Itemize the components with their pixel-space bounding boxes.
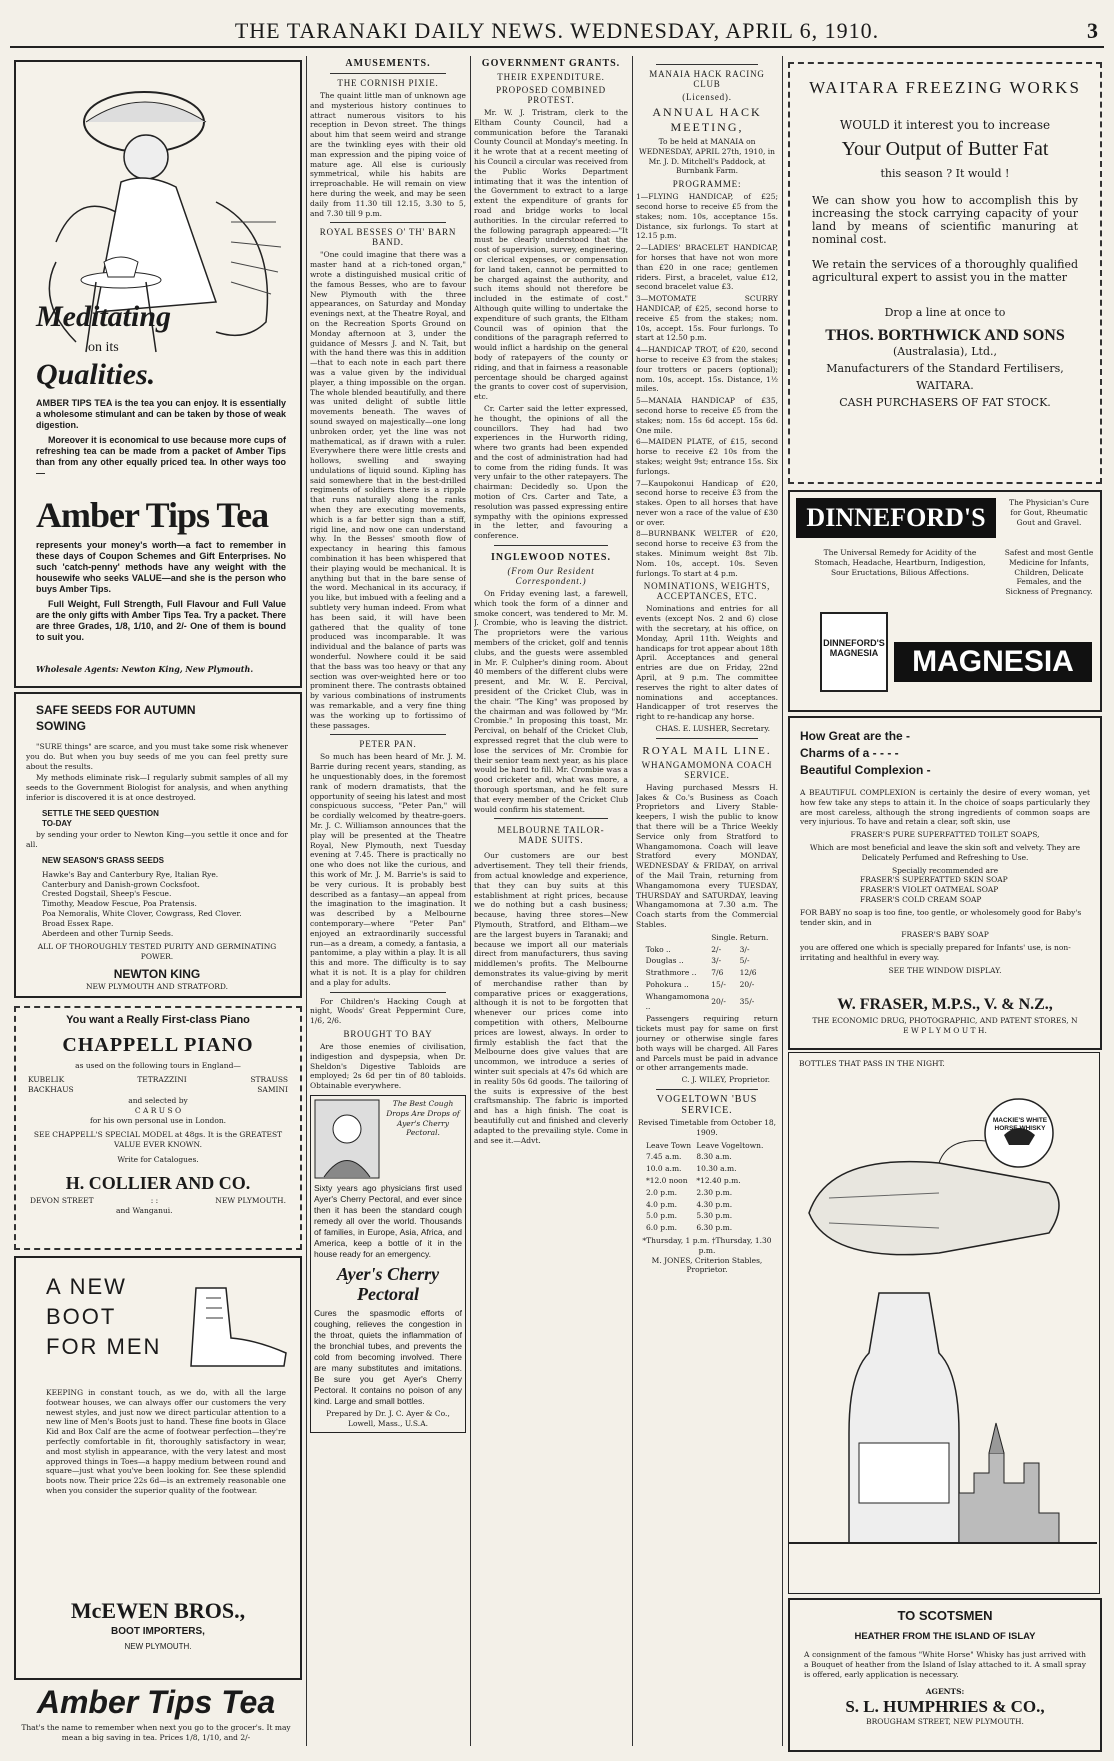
fares-table bbox=[645, 932, 770, 1013]
waitara-line-3: this season ? It would ! bbox=[880, 167, 1010, 180]
race-event: 6—MAIDEN PLATE, of £15, second horse to receive £2 10s from the stakes; weight 9st; entrance 15s. Six furlongs. bbox=[636, 437, 778, 476]
vogeltown-proprietor: M. JONES, Criterion Stables, Proprietor. bbox=[651, 1255, 763, 1275]
inglewood-title: INGLEWOOD NOTES. bbox=[491, 552, 611, 564]
amusements-column bbox=[310, 56, 466, 1746]
fare-return: 20/- bbox=[739, 979, 755, 989]
piano-selected-by: and selected by bbox=[128, 1096, 188, 1106]
fraser-beneficial: Which are most beneficial and leave the skin soft and velvety. They are Delicately Perfumed and Refreshing to Use. bbox=[809, 842, 1081, 862]
brought-to-bay-text: Are those enemies of civilisation, indigestion and dyspepsia, when Dr. Sheldon's Digestive Tabloids are employed; 2s 6d per tin of 80 tabloids. Obtainable everywhere. bbox=[310, 1041, 466, 1091]
white-horse-whisky-ad bbox=[788, 1052, 1100, 1594]
manaia-licensed: (Licensed). bbox=[682, 92, 732, 102]
melbourne-text: Our customers are our best advertisement. They tell their friends, from actual knowledge and experience, that they can buy suits at this establishment at right prices, because we do nothing but a cash business; because, having three stores—New Plymouth, Stratford, and Eltham—we are the largest buyers in Taranaki; and because we import all our materials direct from manufacturers, thus saving middlemen's profits. The Melbourne demonstrates its value-giving by merit of merchandise rather than by comparative prices or exaggerations, although it is not to be forgotten that whenever our prices come into competition with others, Melbourne prices are lowest, always. In order to firmly establish the fact that the Melbourne does give values that are uncommon, we introduce a series of winter suit specials at 47s 6d which are in reality 50s 6d goods. The tailoring of the suits is expressive of the best craftsmanship. The fabric is imported and has a high finish. The coat is beautifully cut and finished and cleverly adapted to the prevailing style. Come in and see it.—Advt. bbox=[474, 851, 628, 1145]
mcewen-firm: McEWEN BROS., bbox=[70, 1598, 246, 1623]
leave-vogeltown: 4.30 p.m. bbox=[696, 1199, 733, 1209]
column-rule bbox=[306, 56, 307, 1746]
leave-vogeltown: 2.30 p.m. bbox=[696, 1187, 733, 1197]
grants-subtitle-2: PROPOSED COMBINED PROTEST. bbox=[496, 85, 606, 105]
collier-wanganui: and Wanganui. bbox=[116, 1205, 173, 1215]
table-row bbox=[645, 967, 770, 979]
collier-street: DEVON STREET bbox=[30, 1196, 94, 1206]
column-rule bbox=[470, 56, 471, 1746]
leave-town: 4.0 p.m. bbox=[646, 1199, 677, 1209]
cough-notice: For Children's Hacking Cough at night, Woods' Great Peppermint Cure, 1/6, 2/6. bbox=[310, 996, 466, 1026]
waitara-title: WAITARA FREEZING WORKS bbox=[809, 78, 1081, 97]
race-event: 3—MOTOMATE SCURRY HANDICAP, of £25, second horse to receive £5 from the stakes; nom. 10s, accept. 15s. Four furlongs. To start at 12.50 p.m. bbox=[636, 294, 778, 343]
fare-stop: Douglas .. bbox=[645, 956, 684, 966]
fraser-name: W. FRASER, M.P.S., V. & N.Z., bbox=[837, 996, 1053, 1013]
mcewen-importers: BOOT IMPORTERS, bbox=[111, 1626, 205, 1637]
manaia-club-heading: MANAIA HACK RACING CLUB bbox=[649, 69, 765, 89]
grants-text-2: Cr. Carter said the letter expressed, he thought, the opinions of all the councillors. They had had two experiences in the Hurworth riding, where two grants had been expended and the cost of administration had had to come from the riding funds. It was very unfair to the other ratepayers. The chairman: Decidedly so. Upon the motion of Crs. Carter and Tate, a resolution was passed expressing entire sympathy with the opinions expressed in the letter, and favouring a conference. bbox=[474, 403, 628, 541]
newton-king-place: NEW PLYMOUTH AND STRATFORD. bbox=[85, 981, 228, 991]
inglewood-text: On Friday evening last, a farewell, which took the form of a dinner and smoke concert, was tendered to Mr. M. J. Crombie, who is leaving the district. The proprietors were the various members of the cricket, golf and tennis clubs, and the guests were assembled in Mr. F. Culpher's dining room. About 40 members of the different clubs were present, and Mr. W. E. Percival, president of the Cricket Club, was in the chair. "The King" was proposed by the chairman and was followed by "Mr. Crombie." In proposing this toast, Mr. Percival, on behalf of the Cricket Club, expressed regret that the club were to lose the services of Mr. Crombie for their senior team next year, as his place would be hard to fill. Mr. Crombie was a good cricketer and, what was more, a thorough sportsman, and he felt sure that every member of the Cricket Club would confirm his statement. bbox=[474, 589, 628, 814]
mcewen-place: NEW PLYMOUTH. bbox=[124, 1642, 192, 1651]
large-bottle-icon bbox=[849, 1293, 959, 1543]
nominations-heading: NOMINATIONS, WEIGHTS, ACCEPTANCES, ETC. bbox=[643, 581, 771, 602]
annual-meeting-heading: ANNUAL HACK MEETING, bbox=[652, 105, 762, 134]
performer-name: BACKHAUS bbox=[28, 1084, 74, 1094]
fares-header-row bbox=[645, 932, 770, 944]
leave-vogeltown: *12.40 p.m. bbox=[696, 1175, 741, 1185]
borthwick-sub: (Australasia), Ltd., bbox=[892, 345, 998, 358]
cornish-heading: THE CORNISH PIXIE. bbox=[337, 78, 439, 88]
whangamomona-heading: WHANGAMOMONA COACH SERVICE. bbox=[641, 759, 773, 780]
boot-body: KEEPING in constant touch, as we do, with all the large footwear houses, we can always offer our customers the very newest styles, and just now we direct particular attention to a new line of Men's Boots just to hand. These fine boots in Glace Kid and Box Calf are the acme of footwear perfection—they're perfectly comfortable in fit, thoroughly satisfactory in wear, and most stylish in appearance, with the very latest and most approved things in Toes—a happy medium between round and square—just what you've been looking for. See these splendid boots now. Their price 22s 6d—is an extremely reasonable one when you consider the superior quality of the footwear. bbox=[46, 1388, 286, 1495]
boot-headline-3: FOR MEN bbox=[46, 1334, 162, 1359]
fare-return: 3/- bbox=[739, 944, 750, 954]
fraser-baby: FOR BABY no soap is too fine, too gentle, or wholesomely good for Baby's tender skin, and in bbox=[800, 907, 1082, 927]
race-event: 1—FLYING HANDICAP, of £25; second horse to receive £5 from the stakes; nom. 10s, acceptance 15s. Distance, six furlongs. To start at 12.15 p.m. bbox=[636, 192, 778, 241]
seeds-p1: "SURE things" are scarce, and you must take some risk whenever you do. But when you buy seeds of me you can feel pretty sure about the results. bbox=[26, 742, 288, 771]
column-rule bbox=[782, 56, 783, 1746]
race-event: 5—MANAIA HANDICAP of £35, second horse to receive £5 from the stakes; nom. 15s 6d accept. 15s 6d. One mile. bbox=[636, 396, 778, 435]
seeds-title: SAFE SEEDS FOR AUTUMN SOWING bbox=[36, 703, 196, 733]
borthwick-stock: CASH PURCHASERS OF FAT STOCK. bbox=[839, 396, 1051, 409]
chappell-piano-brand: CHAPPELL PIANO bbox=[62, 1034, 254, 1056]
piano-caruso: C A R U S O bbox=[134, 1106, 182, 1116]
page-number: 3 bbox=[1087, 18, 1098, 43]
amber-body-4: Full Weight, Full Strength, Full Flavour and Full Value are the only gifts with Amber Tips Tea. Try a packet. There are three Grades, 1/8, 1/10, and 2/- One of them is bound to suit you. bbox=[36, 599, 286, 642]
magnesia-banner: MAGNESIA bbox=[894, 642, 1092, 682]
race-event: 8—BURNBANK WELTER of £20, second horse to receive £3 from the stakes. Minimum weight 8st 7lb. Nom. 10s, accept. 10s. Seven furlongs. To start at 4 p.m. bbox=[636, 529, 778, 578]
collier-town: NEW PLYMOUTH. bbox=[215, 1196, 286, 1206]
fare-single: 15/- bbox=[711, 979, 726, 989]
seeds-list-item: Poa Nemoralis, White Clover, Cowgrass, Red Clover. bbox=[42, 908, 242, 918]
vogeltown-heading: VOGELTOWN 'BUS SERVICE. bbox=[656, 1093, 758, 1116]
borthwick-place: WAITARA. bbox=[916, 379, 974, 392]
fraser-text: A BEAUTIFUL COMPLEXION is certainly the desire of every woman, yet how few take any steps to attain it. In the choice of soaps particularly they are most careless, although the strong ingredients of common soaps are very injurious. To have and retain a clear, soft skin, use bbox=[800, 788, 1090, 827]
fares-header-cell: Return. bbox=[739, 932, 769, 942]
seeds-list-item: Aberdeen and other Turnip Seeds. bbox=[42, 928, 174, 938]
fraser-complexion-ad bbox=[788, 716, 1102, 1050]
piano-write: Write for Catalogues. bbox=[117, 1155, 199, 1165]
secretary-signature: CHAS. E. LUSHER, Secretary. bbox=[655, 724, 770, 734]
table-row bbox=[645, 1187, 769, 1199]
leave-town: 2.0 p.m. bbox=[646, 1187, 677, 1197]
table-row bbox=[645, 1199, 769, 1211]
ayer-side-text: The Best Cough Drops Are Drops of Ayer's Cherry Pectoral. bbox=[386, 1098, 460, 1138]
borthwick-name: THOS. BORTHWICK AND SONS bbox=[825, 327, 1065, 344]
royal-besses-heading: ROYAL BESSES O' TH' BARN BAND. bbox=[319, 227, 457, 248]
boot-illustration bbox=[176, 1278, 296, 1378]
seeds-grass-heading: NEW SEASON'S GRASS SEEDS bbox=[42, 855, 164, 865]
timetable-header-cell: Leave Vogeltown. bbox=[696, 1140, 764, 1150]
race-events-list bbox=[636, 192, 778, 578]
seeds-list-item: Timothy, Meadow Fescue, Poa Pratensis. bbox=[42, 899, 197, 909]
table-row bbox=[645, 1222, 769, 1234]
coach-service-text-2: Passengers requiring return tickets must pay for same on first journey or otherwise single fares both ways will be charged. All Fares and Parcels must be paid in advance or other arrangements made. bbox=[636, 1014, 778, 1073]
amber-strip-brand: Amber Tips Tea bbox=[36, 1684, 276, 1720]
timetable-header-cell: Leave Town bbox=[646, 1140, 692, 1150]
list-item: FRASER'S SUPERFATTED SKIN SOAP bbox=[860, 875, 1008, 885]
fare-return: 5/- bbox=[739, 956, 750, 966]
scotsmen-agents: AGENTS: bbox=[925, 1687, 965, 1697]
government-grants-column bbox=[474, 56, 628, 1746]
amber-tips-brand: Amber Tips Tea bbox=[36, 495, 269, 535]
nominations-text: Nominations and entries for all events (except Nos. 2 and 6) close with the secretary, at his office, on Monday, April 11th. Weights and handicaps for trot appear about 18th April. Acceptances and general entries are due on Friday, 22nd April, at 9 p.m. The committee reserves the right to alter dates of nominations and acceptances. Handicapper of trot reserves the right to re-handicap any horse. bbox=[636, 604, 778, 722]
waitara-freezing-ad bbox=[788, 62, 1102, 484]
peter-pan-text: So much has been heard of Mr. J. M. Barrie during recent years, standing, as he unquestionably does, in the foremost rank of modern dramatists, that the opportunity of seeing his latest and most conspicuous success, "Peter Pan," will be cordially welcomed by theatre-goers. Mr. J. C. Williamson announces that the play will be presented at the Theatre Royal, New Plymouth, next Tuesday evening at 7.45. There is practically no one who does not like the curious, and this work of Mr. J. M. Barrie's is said to be very curious. It is probably best described as a fantasy—an appeal from the imagination to the imagination. It was described by a Melbourne contemporary—where "Peter Pan" enjoyed an extraordinarily successful run—as a dream, a comedy, a fantasia, a pantomime, a play within a play. It is all this and more. The difficulty is to say what it is not. It is a play for children and a play for adults. bbox=[310, 752, 466, 987]
fare-stop: Pohokura .. bbox=[645, 979, 689, 989]
fraser-heading-3: Beautiful Complexion - bbox=[800, 763, 931, 777]
fare-return: 12/6 bbox=[739, 968, 757, 978]
piano-personal: for his own personal use in London. bbox=[89, 1115, 227, 1125]
fraser-baby-soap: FRASER'S BABY SOAP bbox=[901, 930, 989, 940]
seeds-p3: by sending your order to Newton King—you settle it once and for all. bbox=[26, 830, 288, 850]
waitara-line-5: We retain the services of a thoroughly qualified agricultural expert to assist you in the matter bbox=[812, 258, 1078, 284]
ayer-footer: Prepared by Dr. J. C. Ayer & Co., Lowell, Mass., U.S.A. bbox=[326, 1408, 450, 1428]
table-row bbox=[645, 1175, 769, 1187]
doctor-portrait-illustration bbox=[314, 1099, 380, 1179]
notices-column bbox=[636, 56, 778, 1746]
fare-return: 35/- bbox=[739, 996, 755, 1006]
melbourne-heading: MELBOURNE TAILOR-MADE SUITS. bbox=[497, 825, 605, 846]
column-rule bbox=[632, 56, 633, 1746]
waitara-line-1: WOULD it interest you to increase bbox=[839, 118, 1051, 132]
amber-strip-line: That's the name to remember when next you go to the grocer's. It may mean a big saving in tea. Prices 1/8, 1/10, and 2/- bbox=[21, 1723, 291, 1742]
royal-mail-heading: ROYAL MAIL LINE. bbox=[642, 744, 772, 757]
seeds-settle: SETTLE THE SEED QUESTION TO-DAY bbox=[42, 808, 159, 828]
leave-town: 7.45 a.m. bbox=[646, 1152, 682, 1162]
coach-proprietor: C. J. WILEY, Proprietor. bbox=[681, 1075, 770, 1085]
table-row bbox=[645, 979, 770, 991]
programme-heading: PROGRAMME: bbox=[672, 179, 742, 190]
fare-single: 7/6 bbox=[711, 968, 724, 978]
fraser-heading-1: How Great are the - bbox=[800, 729, 911, 743]
leave-vogeltown: 10.30 a.m. bbox=[696, 1164, 737, 1174]
qualities-heading: Qualities. bbox=[36, 358, 156, 391]
list-item: FRASER'S COLD CREAM SOAP bbox=[860, 894, 982, 904]
humphries-firm: S. L. HUMPHRIES & CO., bbox=[845, 1697, 1045, 1717]
inglewood-correspondent: (From Our Resident Correspondent.) bbox=[507, 566, 595, 587]
fraser-window: SEE THE WINDOW DISPLAY. bbox=[888, 965, 1002, 975]
table-row bbox=[645, 1151, 769, 1163]
collier-address bbox=[16, 1194, 300, 1206]
list-item: FRASER'S VIOLET OATMEAL SOAP bbox=[860, 885, 999, 895]
fares-header-cell: Single. bbox=[711, 932, 738, 942]
leave-town: *12.0 noon bbox=[646, 1175, 688, 1185]
chappell-piano-ad bbox=[14, 1006, 302, 1250]
leave-vogeltown: 8.30 a.m. bbox=[696, 1152, 732, 1162]
label-badge bbox=[985, 1099, 1053, 1167]
amber-body-3: represents your money's worth—a fact to remember in these days of Coupon Schemes and Gift Enterprises. No such 'catch-penny' methods have any weight with the housewife who seeks VALUE—and she is the person who buys Amber Tips. bbox=[36, 540, 286, 594]
grants-subtitle: THEIR EXPENDITURE. bbox=[497, 72, 605, 82]
table-row bbox=[645, 944, 770, 956]
coach-service-text: Having purchased Messrs H. Jakes & Co.'s Business as Coach Proprietors and Livery Stable-keepers, I wish the public to know that there will be a Thrice Weekly Service only from Stratford to Whangamomona. Coach will leave Stratford every MONDAY, WEDNESDAY & FRIDAY, on arrival of the Mail Train, returning from Whangamomona every TUESDAY, THURSDAY and SATURDAY, leaving Whangamomona at 7.30 a.m. The Coach starts from the Commercial Stables. bbox=[636, 782, 778, 929]
timetable-header-row bbox=[645, 1140, 769, 1152]
fare-single: 20/- bbox=[711, 996, 726, 1006]
seeds-list bbox=[42, 870, 288, 939]
seeds-list-item: Canterbury and Danish-grown Cocksfoot. bbox=[42, 879, 200, 889]
fraser-heading-2: Charms of a - - - - bbox=[800, 746, 899, 760]
performer-name: STRAUSS bbox=[250, 1074, 288, 1084]
table-row bbox=[645, 1163, 769, 1175]
race-event: 7—Kaupokonui Handicap of £20, second horse to receive £3 from the stakes. Open to all horses that have never won a race of the value of £30 or over. bbox=[636, 478, 778, 527]
new-boot-ad bbox=[14, 1256, 302, 1680]
fare-stop: Strathmore .. bbox=[645, 968, 697, 978]
table-row bbox=[645, 955, 770, 967]
race-event: 4—HANDICAP TROT, of £20, second horse to receive £3 from the stakes; four trotters or pacers (optional); nom. 10s, accept. 15s. Distance, 1½ miles. bbox=[636, 345, 778, 394]
fare-single: 3/- bbox=[711, 956, 722, 966]
leave-town: 5.0 p.m. bbox=[646, 1211, 677, 1221]
amber-body-2: Moreover it is economical to use because more cups of refreshing tea can be made from a packet of Amber Tips than from any other equally priced tea. In other ways too— bbox=[36, 435, 286, 478]
meditating-heading: Meditating bbox=[36, 300, 172, 333]
boot-headline-1: A NEW bbox=[46, 1274, 127, 1299]
masthead-title: THE TARANAKI DAILY NEWS. WEDNESDAY, APRIL 6, 1910. bbox=[234, 18, 880, 43]
ayers-cherry-pectoral-ad bbox=[310, 1095, 466, 1433]
leave-town: 10.0 a.m. bbox=[646, 1164, 682, 1174]
masthead bbox=[10, 18, 1104, 48]
vogeltown-subtitle: Revised Timetable from October 18, 1909. bbox=[637, 1117, 777, 1137]
dinnefords-banner: DINNEFORD'S bbox=[796, 498, 996, 538]
whisky-label: MACKIE'S WHITE HORSE WHISKY bbox=[992, 1117, 1048, 1132]
ayer-text-2: Cures the spasmodic efforts of coughing, relieves the congestion in the throat, quiets the inflammation of the bronchial tubes, and prevents the cold from becoming involved. There are many substitutes and imitations. Be sure you get Ayer's Cherry Pectoral. It contains no poison of any kind. Large and small bottles. bbox=[314, 1307, 462, 1406]
whisky-bottles-illustration bbox=[789, 1073, 1097, 1573]
fare-stop: Whangamomona .. bbox=[645, 991, 710, 1011]
dinnefords-right-1: The Physician's Cure for Gout, Rheumatic Gout and Gravel. bbox=[1009, 498, 1089, 527]
piano-used: as used on the following tours in England— bbox=[75, 1061, 241, 1070]
seeds-p2: My methods eliminate risk—I regularly submit samples of all my seeds to the Government Biologist for analysis, and when anything inferior is discovered it is at once destroyed. bbox=[26, 773, 288, 802]
address-separator: : : bbox=[150, 1196, 159, 1206]
waitara-line-6: Drop a line at once to bbox=[884, 306, 1006, 319]
cornish-text: The quaint little man of unknown age and mysterious history continues to attract numerous visitors to his reception in Devon street. The things about him that seem weird and strange are the twinkling eyes with their old man expression and the piping voice of mature age. All else is curiously symmetrical, while his habits are irreproachable. He will remain on view here during the week, and may be seen daily from 11.30 till 12.15, 3.30 to 5, and 7.30 till 9 p.m. bbox=[310, 91, 466, 218]
leave-town: 6.0 p.m. bbox=[646, 1223, 677, 1233]
dinnefords-magnesia-ad bbox=[788, 490, 1102, 712]
amber-tips-strip-ad bbox=[14, 1684, 298, 1750]
royal-besses-text: "One could imagine that there was a master hand at a rich-toned organ," wrote a distinguished musical critic of the famous Besses, who are to favour New Plymouth with the three appearances, on Saturday and Monday evenings next, at the Theatre Royal, and on the Recreation Sports Ground on Monday afternoon at 3, under the guidance of Messrs J. and N. Tait, but with the hand there was this in addition—that to each note in each part there was a value given by the individual player, a thing impossible on the organ. The whole blended beautifully, and there was united delight of subtle little movements beneath. The waves of sound swayed on majestically—one long unbroken order, yet the line was not mathematical, as if drawn with a ruler. Everywhere there were little crests and hollows, swelling and swaying undulations of liquid sound. Kipling has said somewhere that in the best-drilled regiments of soldiers there is a ripple that runs naturally along the ranks when they are executing movements, which is a far better sign than a stiff, rigid line, and now one can understand why. In the Besses' smooth flow of expectancy in hearing this famous combination it has been whispered that their playing would be mechanical. It is anything but that in the bare sense of the word. Mechanical in its accuracy, if you like, but imbued with a feeling and a subtlety very human indeed. From what has been said, it will have been gathered that the quality of tone produced was incomparable. It was individual and the balance of parts was wonderful. Nowhere could it be said that the bass was too heavy or that any section was over-weighted here or too prominent there. The contrasts obtained by various combinations of instruments was remarkable, and a very fine thing was the working up to fortissimo of these passages. bbox=[310, 250, 466, 730]
dinnefords-bottle-label: DINNEFORD'S MAGNESIA bbox=[820, 612, 888, 692]
seeds-list-item: Hawke's Bay and Canterbury Rye, Italian Rye. bbox=[42, 869, 219, 879]
humphries-address: BROUGHAM STREET, NEW PLYMOUTH. bbox=[866, 1717, 1024, 1727]
waitara-line-2: Your Output of Butter Fat bbox=[841, 138, 1049, 160]
seeds-list-item: Crested Dogstail, Sheep's Fescue. bbox=[42, 889, 172, 899]
scotsmen-title: TO SCOTSMEN bbox=[897, 1608, 993, 1623]
seeds-tested: ALL OF THOROUGHLY TESTED PURITY AND GERMINATING POWER. bbox=[37, 942, 277, 962]
performer-name: TETRAZZINI bbox=[137, 1074, 187, 1084]
piano-performers bbox=[28, 1075, 288, 1095]
grants-title: GOVERNMENT GRANTS. bbox=[481, 58, 621, 69]
leave-vogeltown: 5.30 p.m. bbox=[696, 1211, 733, 1221]
race-event: 2—LADIES' BRACELET HANDICAP, for horses that have not won more than £20 in one race; gentlemen riders. First, a bracelet, value £12, second bracelet value £3. bbox=[636, 243, 778, 292]
heather-heading: HEATHER FROM THE ISLAND OF ISLAY bbox=[854, 1631, 1036, 1642]
peter-pan-heading: PETER PAN. bbox=[359, 739, 417, 750]
fare-stop: Toko .. bbox=[645, 944, 671, 954]
piano-lead: You want a Really First-class Piano bbox=[66, 1014, 250, 1026]
fraser-soap-list bbox=[860, 875, 1090, 904]
meeting-held: To be held at MANAIA on WEDNESDAY, APRIL 27th, 1910, in Mr. J. D. Mitchell's Paddock, at Burnbank Farm. bbox=[639, 137, 775, 176]
performer-name: SAMINI bbox=[257, 1084, 288, 1094]
fraser-stores: THE ECONOMIC DRUG, PHOTOGRAPHIC, AND PATENT STORES, N E W P L Y M O U T H. bbox=[812, 1016, 1078, 1035]
leave-vogeltown: 6.30 p.m. bbox=[696, 1223, 733, 1233]
scotsmen-text: A consignment of the famous "White Horse" Whisky has just arrived with a Bouquet of heather from the Island of Islay attached to it. A small spray is offered, early application is necessary. bbox=[804, 1650, 1086, 1679]
amusements-title: AMUSEMENTS. bbox=[345, 58, 431, 69]
amber-tips-ad bbox=[14, 60, 302, 688]
borthwick-manufacturers: Manufacturers of the Standard Fertilisers, bbox=[826, 362, 1064, 375]
amber-agents: Wholesale Agents: Newton King, New Plymouth. bbox=[36, 664, 254, 674]
grants-text: Mr. W. J. Tristram, clerk to the Eltham County Council, had a communication before the Taranaki County Council at Monday's meeting. In it he wrote that at a recent meeting of his Council a circular was received from the Public Works Department intimating that it was the intention of the Government to extract to a large extent the expenditure of grants for road and bridge works to local authorities. In the circular referred to the following paragraph appeared:—"It must be clearly understood that the cost of supervision, survey, engineering, or clerical expenses, or compensation for land taken, cannot be permitted to be charged against the authority, and such items should not therefore be included in the estimate of cost." Although quite willing to undertake the expenditure of such grants, the Eltham Council was of opinion that the conditions of the paragraph referred to would inflict a hardship on the general body of ratepayers of the county or riding, and that in fairness a reasonable percentage should be charged against the grants to cover cost of supervision, etc. bbox=[474, 108, 628, 402]
piano-special: SEE CHAPPELL'S SPECIAL MODEL at 48gs. It is the GREATEST VALUE EVER KNOWN. bbox=[33, 1129, 283, 1149]
brought-to-bay-heading: BROUGHT TO BAY bbox=[343, 1028, 433, 1039]
dinnefords-right-2: Safest and most Gentle Medicine for Infants, Children, Delicate Females, and the Sickness of Pregnancy. bbox=[1004, 548, 1094, 597]
waitara-line-4: We can show you how to accomplish this by increasing the stock carrying capacity of your land by means of scientific manuring at nominal cost. bbox=[812, 194, 1078, 246]
on-its-text: on its bbox=[88, 340, 119, 355]
skyline-icon bbox=[959, 1423, 1059, 1543]
newton-king-name: NEWTON KING bbox=[113, 966, 201, 981]
vogeltown-note: *Thursday, 1 p.m. †Thursday, 1.30 p.m. bbox=[642, 1235, 772, 1255]
to-scotsmen-ad bbox=[788, 1598, 1102, 1752]
ayer-brand: Ayer's Cherry Pectoral bbox=[336, 1263, 440, 1304]
performer-name: KUBELIK bbox=[28, 1074, 65, 1084]
fraser-recommended: Specially recommended are bbox=[891, 865, 999, 875]
fraser-infants: you are offered one which is specially prepared for Infants' use, is non-irritating and healthful in every way. bbox=[800, 943, 1071, 962]
vogeltown-timetable bbox=[645, 1140, 769, 1234]
safe-seeds-ad bbox=[14, 692, 302, 998]
fares-header-cell bbox=[645, 932, 711, 944]
fare-single: 2/- bbox=[711, 944, 722, 954]
table-row bbox=[645, 991, 770, 1013]
fraser-pure-soaps: FRASER'S PURE SUPERFATTED TOILET SOAPS, bbox=[850, 830, 1040, 840]
seeds-list-item: Broad Essex Rape. bbox=[42, 918, 114, 928]
dinnefords-left: The Universal Remedy for Acidity of the Stomach, Headache, Heartburn, Indigestion, Sour Eructations, Bilious Affections. bbox=[814, 548, 986, 577]
bottles-heading: BOTTLES THAT PASS IN THE NIGHT. bbox=[799, 1059, 945, 1068]
amber-body-1: AMBER TIPS TEA is the tea you can enjoy. It is essentially a wholesome stimulant and can be taken by those of weak digestion. bbox=[36, 398, 286, 430]
collier-firm: H. COLLIER AND CO. bbox=[65, 1173, 251, 1194]
table-row bbox=[645, 1210, 769, 1222]
boot-headline-2: BOOT bbox=[46, 1304, 117, 1329]
ayer-text: Sixty years ago physicians first used Ayer's Cherry Pectoral, and ever since then it has been the standard cough remedy all over the world. Thousands of families, in Europe, Asia, Africa, and America, keep a bottle of it in the house ready for an emergency. bbox=[314, 1182, 462, 1259]
